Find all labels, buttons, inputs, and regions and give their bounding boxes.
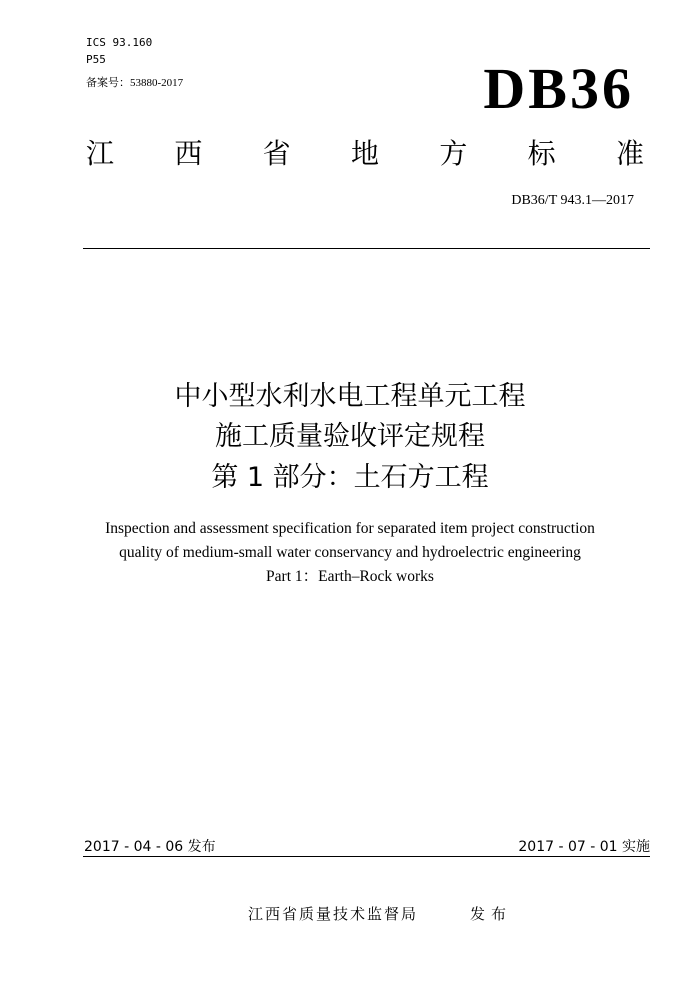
level-char: 江 [86,137,115,170]
issue-date: 2017 - 04 - 06 发布 [84,839,216,855]
level-char: 地 [350,137,379,170]
ics-code: ICS 93.160 [86,36,153,49]
level-char: 省 [262,137,291,170]
title-cn-line: 第 1 部分：土石方工程 [211,462,489,493]
bottom-divider [83,856,650,857]
title-cn-line: 中小型水利水电工程单元工程 [174,381,526,412]
implementation-date: 2017 - 07 - 01 实施 [518,839,650,855]
title-en-line: Inspection and assessment specification for separated item project construction [105,520,595,537]
title-cn-line: 施工质量验收评定规程 [215,421,485,452]
classification-code: P55 [86,53,106,66]
publisher-name: 江西省质量技术监督局 [248,905,419,923]
level-char: 方 [439,137,468,170]
standard-level-heading [86,137,644,171]
record-number: 备案号：53880-2017 [86,77,184,89]
publish-label: 发布 [470,905,513,923]
standard-number: DB36/T 943.1—2017 [511,193,634,208]
title-en-line: Part 1：Earth–Rock works [266,568,434,585]
level-char: 标 [527,137,556,170]
db36-logo: DB36 [483,56,634,121]
level-char: 西 [174,137,203,170]
level-char: 准 [615,137,644,170]
title-en-line: quality of medium-small water conservancy and hydroelectric engineering [119,544,581,561]
top-divider [83,248,650,249]
